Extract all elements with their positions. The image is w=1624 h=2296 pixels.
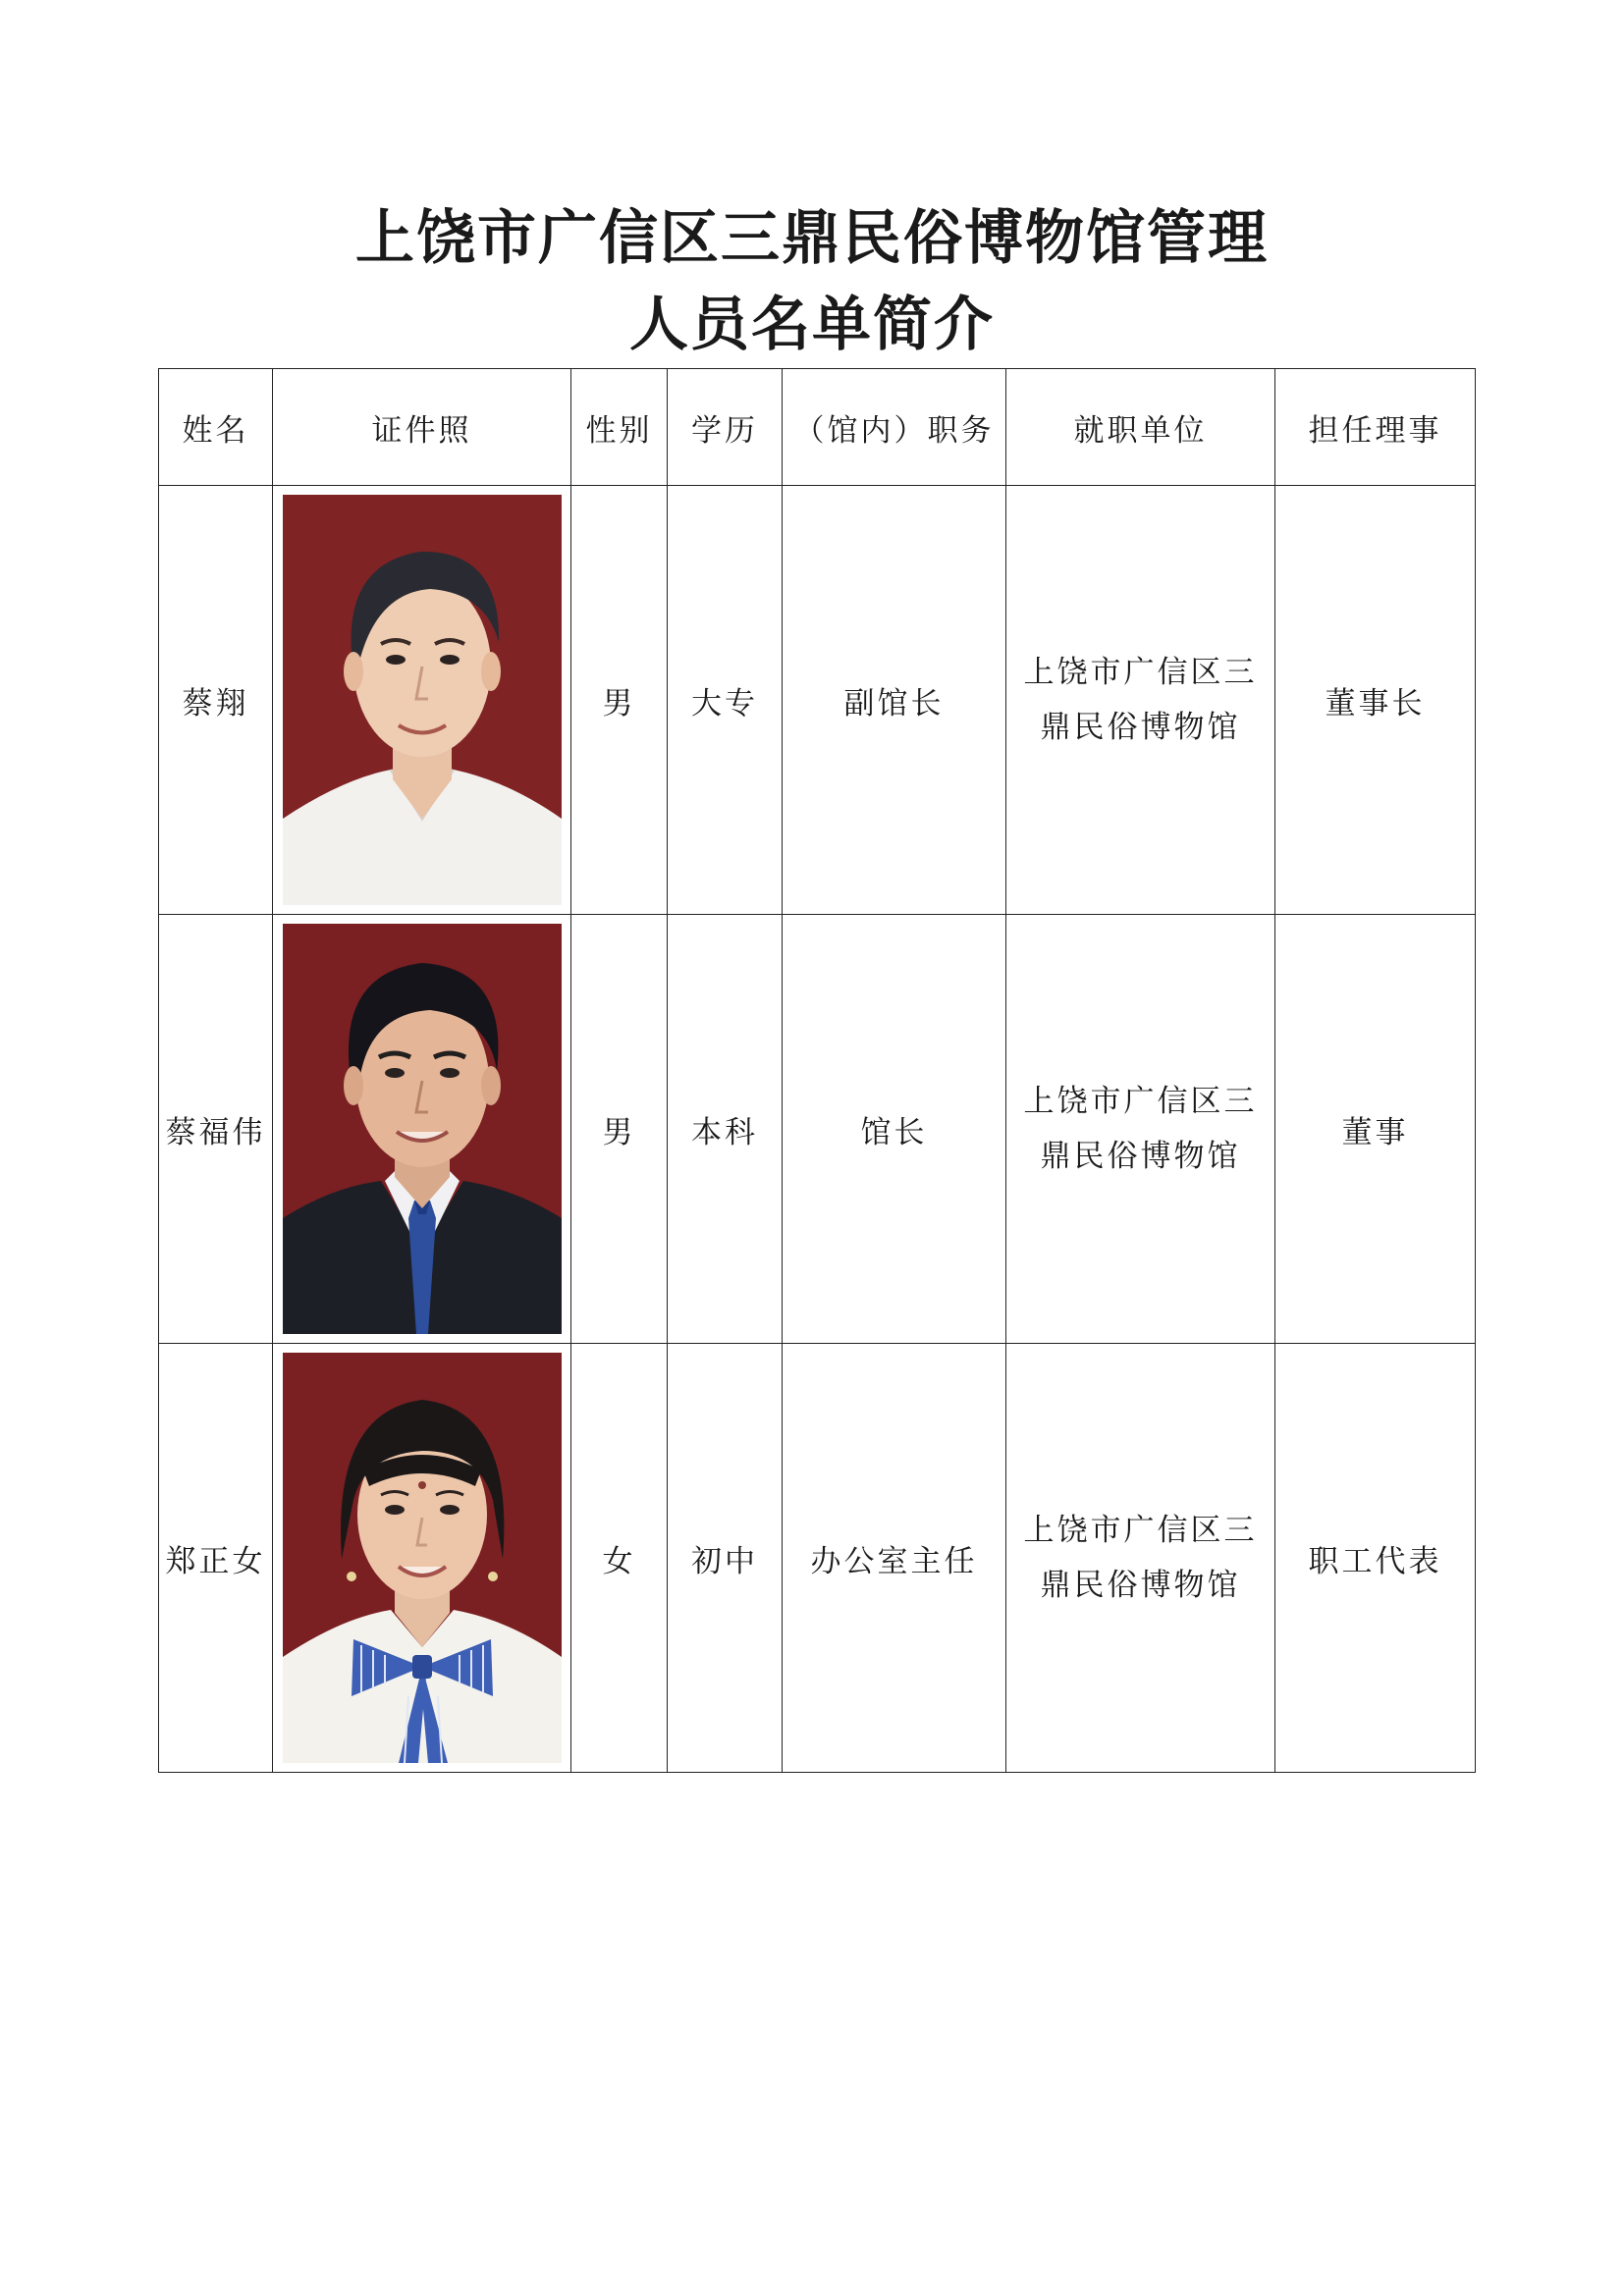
- unit-line-2: 鼎民俗博物馆: [1040, 1139, 1241, 1174]
- cell-board-role: 职工代表: [1275, 1344, 1476, 1773]
- cell-education: 本科: [668, 915, 783, 1344]
- table-row: [159, 915, 1476, 1344]
- unit-line-1: 上饶市广信区三: [1023, 655, 1258, 690]
- cell-unit: [1006, 486, 1275, 915]
- cell-education: 初中: [668, 1344, 783, 1773]
- id-photo: [283, 495, 562, 905]
- cell-board-role: 董事长: [1275, 486, 1476, 915]
- cell-unit: [1006, 1344, 1275, 1773]
- cell-position: 办公室主任: [783, 1344, 1006, 1773]
- cell-name: 郑正女: [159, 1344, 273, 1773]
- cell-name: 蔡翔: [159, 486, 273, 915]
- unit-line-1: 上饶市广信区三: [1023, 1084, 1258, 1119]
- id-photo: [283, 924, 562, 1334]
- unit-line-1: 上饶市广信区三: [1023, 1513, 1258, 1548]
- staff-roster-table: [158, 368, 1476, 1773]
- cell-name: 蔡福伟: [159, 915, 273, 1344]
- table-header-row: [159, 369, 1476, 486]
- portrait-man-suit-tie-image: [283, 924, 562, 1334]
- cell-photo: [273, 486, 571, 915]
- header-gender: 性别: [571, 369, 668, 486]
- header-board-role: 担任理事: [1275, 369, 1476, 486]
- document-title-line-2: 人员名单简介: [629, 291, 995, 359]
- cell-board-role: 董事: [1275, 915, 1476, 1344]
- id-photo: [283, 1353, 562, 1763]
- table-row: [159, 486, 1476, 915]
- header-unit: 就职单位: [1006, 369, 1275, 486]
- portrait-woman-bow-tie-image: [283, 1353, 562, 1763]
- header-education: 学历: [668, 369, 783, 486]
- document-title-line-1: 上饶市广信区三鼎民俗博物馆管理: [355, 204, 1269, 273]
- unit-line-2: 鼎民俗博物馆: [1040, 1568, 1241, 1603]
- header-name: 姓名: [159, 369, 273, 486]
- cell-photo: [273, 915, 571, 1344]
- cell-unit: [1006, 915, 1275, 1344]
- cell-photo: [273, 1344, 571, 1773]
- portrait-man-white-shirt-image: [283, 495, 562, 905]
- unit-line-2: 鼎民俗博物馆: [1040, 710, 1241, 745]
- cell-education: 大专: [668, 486, 783, 915]
- cell-gender: 女: [571, 1344, 668, 1773]
- header-photo: 证件照: [273, 369, 571, 486]
- header-position: （馆内）职务: [783, 369, 1006, 486]
- cell-gender: 男: [571, 486, 668, 915]
- cell-position: 副馆长: [783, 486, 1006, 915]
- cell-position: 馆长: [783, 915, 1006, 1344]
- table-row: [159, 1344, 1476, 1773]
- cell-gender: 男: [571, 915, 668, 1344]
